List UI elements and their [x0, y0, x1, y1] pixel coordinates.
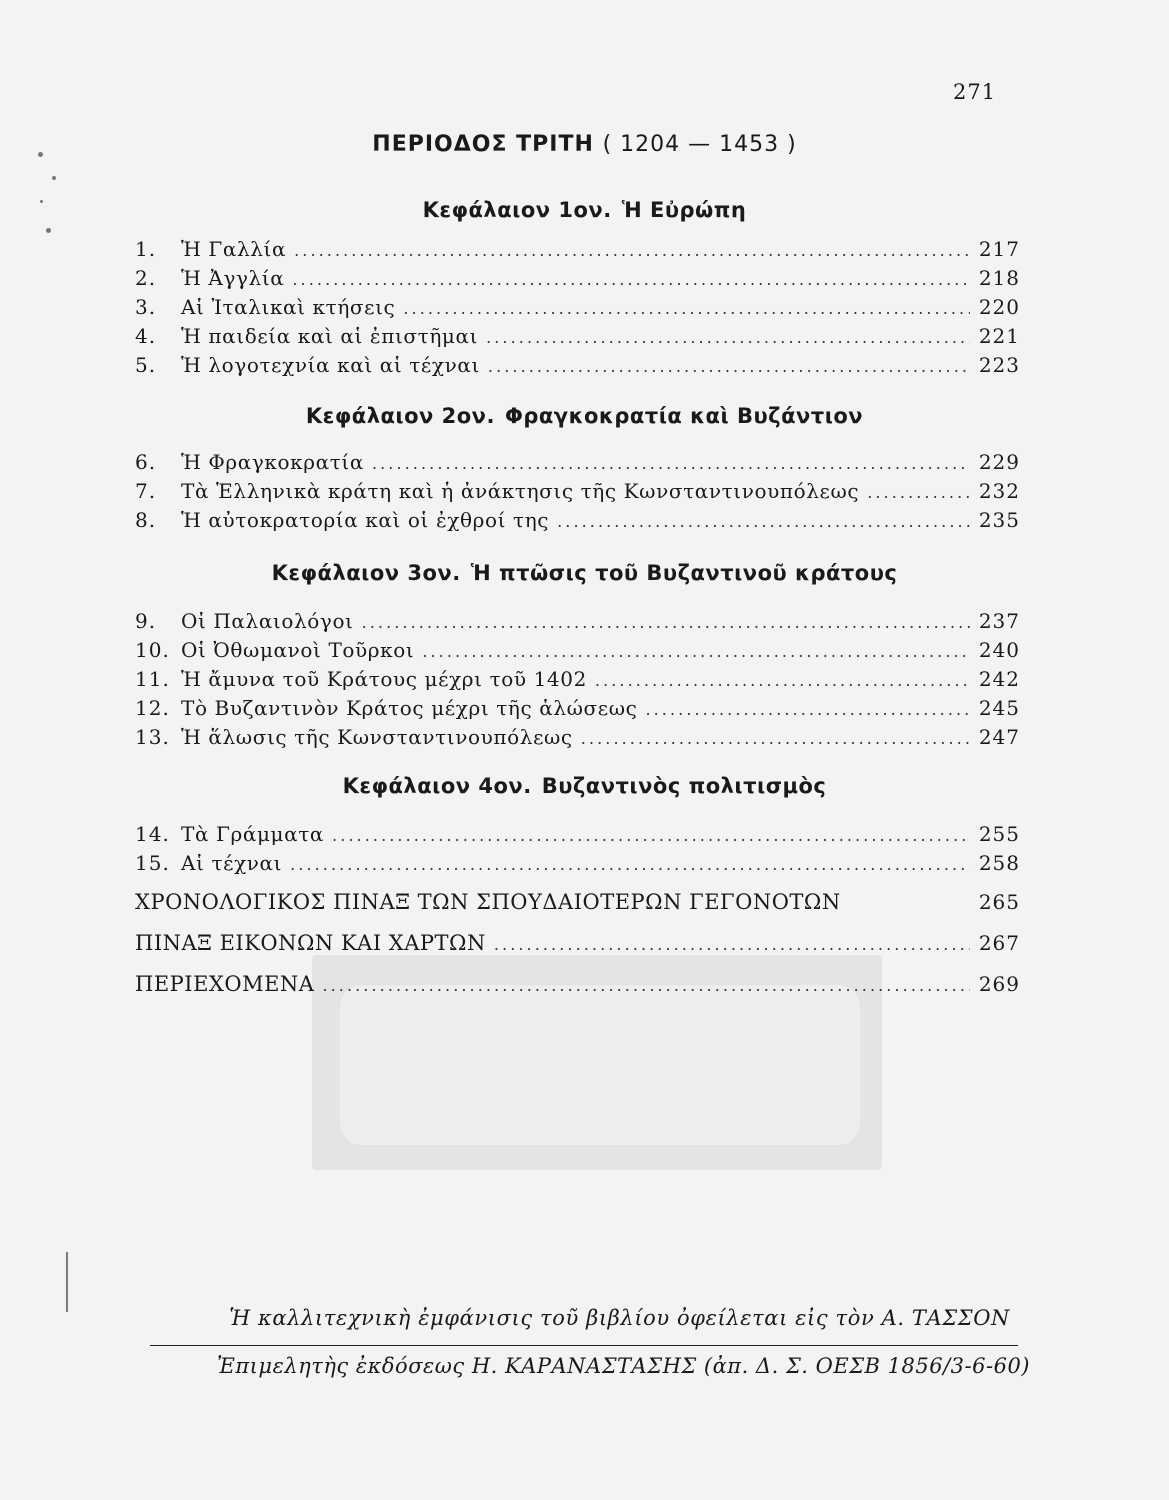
- toc-entry[interactable]: [135, 450, 1020, 479]
- toc-entry[interactable]: [135, 725, 1020, 754]
- dot-leader: [294, 241, 970, 260]
- toc-entry[interactable]: [135, 237, 1020, 266]
- chapter-heading-4: [0, 774, 1169, 798]
- entry-title: Ἡ Ἀγγλία: [181, 266, 285, 290]
- entry-number: 2.: [135, 266, 157, 290]
- entry-title: Ἡ Γαλλία: [181, 237, 287, 261]
- toc-entry[interactable]: [135, 266, 1020, 295]
- appendix-page: 269: [978, 972, 1020, 996]
- entry-title: Ἡ ἄμυνα τοῦ Κράτους μέχρι τοῦ 1402: [181, 667, 587, 691]
- entry-page: 223: [978, 353, 1020, 377]
- entry-number: 6.: [135, 450, 157, 474]
- entry-number: 8.: [135, 508, 157, 532]
- appendix-title: ΧΡΟΝΟΛΟΓΙΚΟΣ ΠΙΝΑΞ ΤΩΝ ΣΠΟΥΔΑΙΟΤΕΡΩΝ ΓΕΓΟΝΟΤΩΝ: [135, 890, 841, 914]
- margin-mark: [66, 1252, 68, 1312]
- dot-leader: [488, 357, 970, 376]
- period-name: ΠΕΡΙΟΔΟΣ ΤΡΙΤΗ: [372, 132, 594, 157]
- entry-title: Τὰ Γράμματα: [181, 822, 325, 846]
- toc-entry[interactable]: [135, 353, 1020, 382]
- appendix-page: 267: [978, 931, 1020, 955]
- dot-leader: [292, 270, 970, 289]
- footer-rule: [150, 1345, 1018, 1346]
- entry-page: 232: [978, 479, 1020, 503]
- dot-leader: [557, 512, 970, 531]
- page-number: 271: [953, 80, 997, 104]
- entry-number: 3.: [135, 295, 157, 319]
- appendix-title: ΠΙΝΑΞ ΕΙΚΟΝΩΝ ΚΑΙ ΧΑΡΤΩΝ: [135, 931, 486, 955]
- faded-image-frame: [340, 985, 860, 1145]
- chapter-name: Φραγκοκρατία καὶ Βυζάντιον: [504, 404, 864, 428]
- toc-entry[interactable]: [135, 822, 1020, 851]
- entry-page: 255: [978, 822, 1020, 846]
- dot-leader: [403, 299, 970, 318]
- chapter-name: Ἡ πτῶσις τοῦ Βυζαντινοῦ κράτους: [470, 561, 898, 585]
- entry-page: 237: [978, 609, 1020, 633]
- toc-entry[interactable]: [135, 667, 1020, 696]
- chapter-heading-1: [0, 198, 1169, 222]
- dot-leader: [332, 826, 970, 845]
- toc-appendix-entry[interactable]: [135, 890, 1020, 919]
- entry-number: 14.: [135, 822, 170, 846]
- entry-page: 258: [978, 851, 1020, 875]
- dot-leader: [581, 729, 970, 748]
- entry-title: Ἡ λογοτεχνία καὶ αἱ τέχναι: [181, 353, 480, 377]
- toc-entry[interactable]: [135, 508, 1020, 537]
- entry-page: 229: [978, 450, 1020, 474]
- dot-leader: [422, 642, 970, 661]
- entry-number: 11.: [135, 667, 170, 691]
- entry-title: Αἱ τέχναι: [181, 851, 283, 875]
- dot-leader: [867, 483, 970, 502]
- entry-number: 5.: [135, 353, 157, 377]
- toc-entry[interactable]: [135, 609, 1020, 638]
- dot-leader: [290, 855, 970, 874]
- entry-title: Αἱ Ἰταλικαὶ κτήσεις: [181, 295, 396, 319]
- dot-leader: [322, 976, 970, 995]
- entry-title: Τὸ Βυζαντινὸν Κράτος μέχρι τῆς ἁλώσεως: [181, 696, 638, 720]
- chapter-name: Ἡ Εὐρώπη: [621, 198, 747, 222]
- period-dates: ( 1204 — 1453 ): [602, 132, 797, 157]
- entry-page: 217: [978, 237, 1020, 261]
- entry-title: Ἡ παιδεία καὶ αἱ ἐπιστῆμαι: [181, 324, 479, 348]
- entry-page: 221: [978, 324, 1020, 348]
- entry-title: Τὰ Ἑλληνικὰ κράτη καὶ ἡ ἀνάκτησις τῆς Κωνσταντινουπόλεως: [181, 479, 860, 503]
- dot-leader: [494, 935, 970, 954]
- entry-page: 242: [978, 667, 1020, 691]
- entry-title: Οἱ Παλαιολόγοι: [181, 609, 354, 633]
- entry-number: 12.: [135, 696, 170, 720]
- dot-leader: [362, 613, 970, 632]
- entry-number: 10.: [135, 638, 170, 662]
- entry-page: 220: [978, 295, 1020, 319]
- period-title: [0, 132, 1169, 157]
- entry-number: 15.: [135, 851, 170, 875]
- entry-number: 1.: [135, 237, 157, 261]
- dot-leader: [595, 671, 970, 690]
- speck: [46, 228, 51, 233]
- entry-page: 245: [978, 696, 1020, 720]
- entry-number: 7.: [135, 479, 157, 503]
- entry-number: 4.: [135, 324, 157, 348]
- toc-entry[interactable]: [135, 295, 1020, 324]
- entry-page: 247: [978, 725, 1020, 749]
- chapter-label: Κεφάλαιον 4ον.: [342, 774, 532, 798]
- toc-entry[interactable]: [135, 324, 1020, 353]
- dot-leader: [486, 328, 970, 347]
- appendix-title: ΠΕΡΙΕΧΟΜΕΝΑ: [135, 972, 315, 996]
- dot-leader: [372, 454, 970, 473]
- toc-entry[interactable]: [135, 696, 1020, 725]
- toc-appendix-entry[interactable]: [135, 931, 1020, 960]
- toc-entry[interactable]: [135, 479, 1020, 508]
- entry-title: Οἱ Ὀθωμανοὶ Τοῦρκοι: [181, 638, 415, 662]
- entry-page: 218: [978, 266, 1020, 290]
- chapter-label: Κεφάλαιον 3ον.: [271, 561, 461, 585]
- entry-number: 13.: [135, 725, 170, 749]
- chapter-label: Κεφάλαιον 2ον.: [305, 404, 495, 428]
- editor-credit: Ἐπιμελητὴς ἐκδόσεως Η. ΚΑΡΑΝΑΣΤΑΣΗΣ (ἀπ. Δ. Σ. ΟΕΣΒ 1856/3-6-60): [216, 1354, 1030, 1378]
- chapter-label: Κεφάλαιον 1ον.: [422, 198, 612, 222]
- entry-title: Ἡ Φραγκοκρατία: [181, 450, 364, 474]
- chapter-heading-2: [0, 404, 1169, 428]
- dot-leader: [645, 700, 970, 719]
- toc-entry[interactable]: [135, 638, 1020, 667]
- chapter-name: Βυζαντινὸς πολιτισμὸς: [541, 774, 827, 798]
- entry-number: 9.: [135, 609, 157, 633]
- chapter-heading-3: [0, 561, 1169, 585]
- entry-page: 240: [978, 638, 1020, 662]
- speck: [52, 176, 56, 180]
- toc-entry[interactable]: [135, 851, 1020, 880]
- appendix-page: 265: [978, 890, 1020, 914]
- entry-page: 235: [978, 508, 1020, 532]
- toc-appendix-entry[interactable]: [135, 972, 1020, 1001]
- entry-title: Ἡ ἅλωσις τῆς Κωνσταντινουπόλεως: [181, 725, 573, 749]
- entry-title: Ἡ αὐτοκρατορία καὶ οἱ ἐχθροί της: [181, 508, 550, 532]
- design-credit: Ἡ καλλιτεχνικὴ ἐμφάνισις τοῦ βιβλίου ὀφείλεται εἰς τὸν Α. ΤΑΣΣΟΝ: [229, 1306, 1010, 1330]
